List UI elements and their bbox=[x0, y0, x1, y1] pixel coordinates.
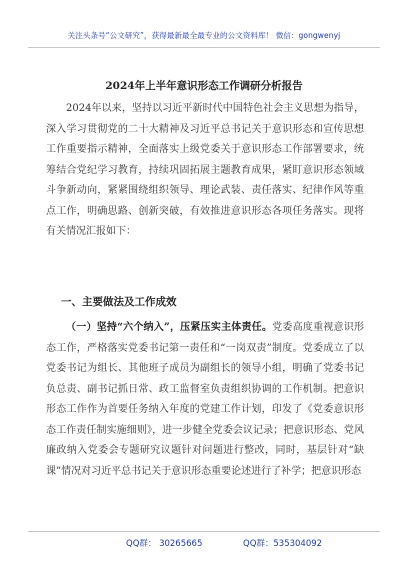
header-divider bbox=[28, 47, 380, 48]
subsection-heading: （一）坚持“六个纳入”，压紧压实主体责任。 bbox=[66, 322, 273, 333]
header-banner: 关注头条号“公文研究”，获得最新最全最专业的公文资料库！ 微信：gongwenyj bbox=[67, 31, 341, 40]
footer bbox=[0, 537, 408, 551]
intro-paragraph: 2024年以来，坚持以习近平新时代中国特色社会主义思想为指导，深入学习贯彻党的二十大精神及习近平总书记关于意识形态和宣传思想工作重要指示精神，全面落实上级党委关于意识形态工作部署要求，统筹结合党纪学习教育，持续巩固拓展主题教育成果，紧盯意识形态领域斗争新动向，紧紧围绕组织领导、理论武装、责任落实、纪律作风等重点工作，明确思路、创新突破，有效推进意识形态各项任务落实。现将有关情况汇报如下： bbox=[46, 103, 364, 237]
subsection-text: 党委高度重视意识形态工作，严格落实党委书记第一责任和“一岗双责”制度。党委成立了以党委书记为组长、其他班子成员为副组长的领导小组，明确了党委书记负总责、副书记抓日常、政工监督室负责组织协调的工作机制。把意识形态工作作为首要任务纳入年度的党建工作计划，印发了《党委意识形态工作责任制实施细则》，进一步健全党委会议记录；把意识形态、党风廉政纳入党委会专题研究议题针对问题进行整改，同时，基层针对“缺课”情况对习近平总书记关于意识形态重要论述进行了补学；把意识形态 bbox=[46, 322, 364, 477]
subsection-paragraph bbox=[46, 318, 364, 524]
footer-qq-group-left: QQ群： 30265665 bbox=[126, 539, 203, 549]
document-title: 2024年上半年意识形态工作调研分析报告 bbox=[105, 80, 303, 92]
section-heading: 一、主要做法及工作成效 bbox=[61, 296, 177, 308]
footer-qq-group-right: QQ群：535304092 bbox=[243, 539, 323, 549]
footer-divider bbox=[28, 531, 380, 532]
